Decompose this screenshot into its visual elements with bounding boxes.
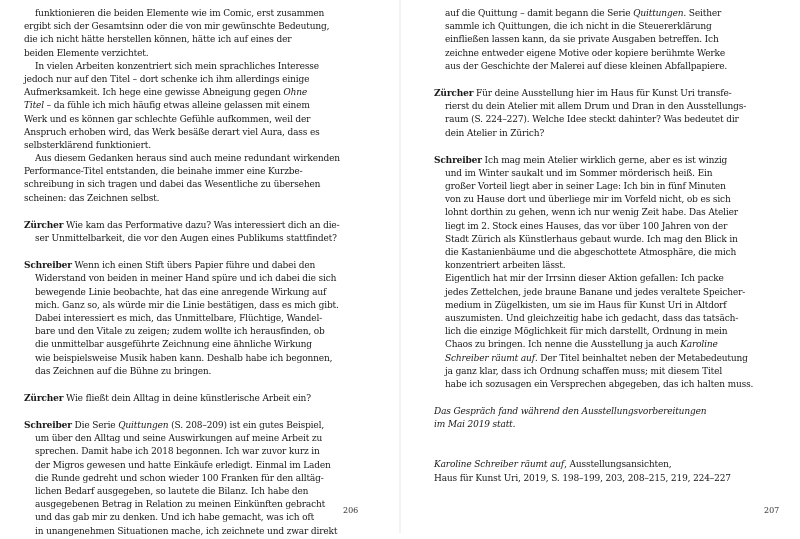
- text-line: das Zeichnen auf die Bühne zu bringen.: [35, 366, 212, 377]
- paragraph-gap: [434, 74, 753, 88]
- text-line: bare und den Vitale zu zeigen; zudem wollte ich herausfinden, ob: [35, 327, 325, 338]
- text-line: raum (S. 224–227). Welche Idee steckt dahinter? Was bedeutet dir: [445, 115, 739, 126]
- italic-title: Schreiber räumt auf: [445, 353, 535, 364]
- text-line: Performance-Titel entstanden, die beinahe immer eine Kurzbe-: [24, 167, 303, 178]
- text-line: ausgegebenen Betrag in Relation zu meinen Einkünften gebracht: [35, 500, 326, 511]
- text-line: aus der Geschichte der Malerei auf diese kleinen Abfallpapiere.: [445, 61, 728, 72]
- text-line: von zu Hause dort und überliege mir im Vorfeld nicht, ob es sich: [445, 195, 731, 206]
- text-line: bewegende Linie beobachte, hat das eine anregende Wirkung auf: [35, 287, 327, 298]
- text-line: selbsterklärend funktioniert.: [24, 140, 151, 151]
- paragraph-gap: [434, 432, 753, 446]
- text-line: schreibung in sich tragen und dabei das Wesentliche zu übersehen: [24, 180, 321, 191]
- text-line: wie beispielsweise Musik haben kann. Deshalb habe ich begonnen,: [35, 353, 333, 364]
- text-run: Ich mag mein Atelier wirklich gerne, aber es ist winzig: [481, 155, 728, 166]
- italic-title: Karoline Schreiber räumt auf: [434, 460, 565, 471]
- text-line: [434, 459, 753, 472]
- text-line: [24, 100, 340, 113]
- text-line: die Kastanienbäume und die abgeschottete Atmosphäre, die mich: [445, 248, 737, 258]
- text-line: Haus für Kunst Uri, 2019, S. 198–199, 203, 208–215, 219, 224–227: [434, 473, 731, 484]
- text-line: Stadt Zürich als Künstlerhaus gebaut wurde. Ich mag den Blick in: [445, 234, 738, 245]
- paragraph-gap: [434, 446, 753, 459]
- text-line: der Migros gewesen und hatte Einkäufe erledigt. Einmal im Laden: [35, 460, 331, 471]
- text-line: medium in Zügelkisten, um sie im Haus für Kunst Uri in Altdorf: [445, 300, 727, 311]
- text-run: Die Serie: [71, 421, 119, 432]
- text-line: rierst du dein Atelier mit allem Drum und Dran in den Ausstellungs-: [445, 102, 747, 113]
- text-line: und im Winter saukalt und im Sommer mörderisch heiß. Ein: [445, 168, 713, 179]
- italic-title: Quittungen: [633, 9, 684, 19]
- text-line: die Runde gedreht und schon wieder 100 Franken für den alltäg-: [35, 473, 324, 484]
- text-line: [24, 220, 340, 233]
- text-run: Aufmerksamkeit. Ich hege eine gewisse Abneigung gegen: [24, 88, 281, 99]
- text-run: . Der Titel beinhaltet neben der Metabedeutung: [534, 353, 748, 364]
- text-line: lich die einzige Möglichkeit für mich darstellt, Ordnung in mein: [445, 327, 728, 338]
- text-run: auf die Quittung – damit begann die Serie: [445, 9, 634, 19]
- text-line: [434, 353, 753, 366]
- text-line: Dabei interessiert es mich, das Unmittelbare, Flüchtige, Wandel-: [35, 313, 323, 324]
- paragraph-gap: [24, 206, 340, 220]
- text-line: in unangenehmen Situationen mache, ich zeichnete und zwar direkt: [35, 526, 338, 537]
- text-line: [24, 420, 340, 433]
- text-line: sprechen. Damit habe ich 2018 begonnen. Ich war zuvor kurz in: [35, 447, 320, 458]
- speaker-label: Zürcher: [24, 393, 64, 404]
- text-run: – da fühle ich mich häufig etwas alleine gelassen mit einem: [43, 101, 310, 112]
- text-line: jedes Zettelchen, jede braune Banane und jedes veraltete Speicher-: [445, 287, 746, 298]
- text-line: [434, 339, 753, 352]
- paragraph-gap: [434, 392, 753, 406]
- text-line: In vielen Arbeiten konzentriert sich mein sprachliches Interesse: [35, 61, 319, 72]
- right-text-column: [434, 8, 753, 486]
- text-line: [24, 87, 340, 100]
- page-number: 206: [343, 506, 359, 515]
- text-line: Anspruch erhoben wird, das Werk besäße derart viel Aura, dass es: [24, 127, 320, 138]
- text-line: [24, 393, 340, 406]
- text-line: beiden Elemente verzichtet.: [24, 48, 149, 59]
- italic-note: im Mai 2019 statt.: [434, 420, 516, 431]
- speaker-label: Zürcher: [24, 220, 64, 231]
- text-line: [434, 8, 753, 21]
- speaker-label: Schreiber: [24, 261, 72, 272]
- italic-title: Titel: [24, 101, 44, 112]
- text-line: zeichne entweder eigene Motive oder kopiere berühmte Werke: [445, 48, 726, 59]
- text-run: Wenn ich einen Stift übers Papier führe und dabei den: [71, 261, 316, 272]
- right-page: [400, 0, 800, 533]
- text-line: ergibt sich der Gesamtsinn oder die von mir gewünschte Bedeutung,: [24, 22, 330, 33]
- paragraph-gap: [24, 379, 340, 393]
- text-run: Wie fließt dein Alltag in deine künstlerische Arbeit ein?: [63, 393, 311, 404]
- italic-title: Quittungen: [118, 421, 169, 432]
- left-page: [0, 0, 400, 537]
- text-line: [434, 155, 753, 168]
- italic-title: Karoline: [680, 340, 718, 351]
- page-number: 207: [764, 506, 780, 515]
- paragraph-gap: [24, 406, 340, 420]
- text-line: Widerstand von beiden in meiner Hand spüre und ich dabei die sich: [35, 274, 337, 285]
- text-line: und das gab mir zu denken. Und ich habe gemacht, was ich oft: [35, 513, 315, 524]
- text-line: lichen Bedarf ausgegeben, so lautete die Bilanz. Ich habe den: [35, 487, 309, 497]
- text-line: Eigentlich hat mir der Irrsinn dieser Aktion gefallen: Ich packe: [445, 274, 724, 285]
- text-line: Aus diesem Gedanken heraus sind auch meine redundant wirkenden: [35, 154, 340, 165]
- paragraph-gap: [24, 246, 340, 260]
- text-line: Werk und es können gar schlechte Gefühle aufkommen, weil der: [24, 114, 311, 125]
- text-run: (S. 208–209) ist ein gutes Beispiel,: [168, 421, 325, 432]
- text-line: konzentriert arbeiten lässt.: [445, 261, 566, 272]
- text-line: [434, 406, 753, 419]
- text-line: sammle ich Quittungen, die ich nicht in die Steuererklärung: [445, 22, 712, 33]
- text-line: liegt im 2. Stock eines Hauses, das vor über 100 Jahren von der: [445, 221, 728, 232]
- text-line: um über den Alltag und seine Auswirkungen auf meine Arbeit zu: [35, 434, 323, 445]
- text-line: [434, 88, 753, 101]
- text-line: jedoch nur auf den Titel – dort schenke ich ihm allerdings einige: [24, 74, 310, 85]
- text-line: ser Unmittelbarkeit, die vor den Augen eines Publikums stattfindet?: [35, 234, 337, 244]
- text-run: Chaos zu bringen. Ich nenne die Ausstellung ja auch: [445, 340, 681, 351]
- text-line: die unmittelbar ausgeführte Zeichnung eine ähnliche Wirkung: [35, 340, 312, 351]
- speaker-label: Schreiber: [434, 155, 482, 166]
- text-line: funktionieren die beiden Elemente wie im Comic, erst zusammen: [35, 9, 325, 19]
- text-run: Für deine Ausstellung hier im Haus für Kunst Uri transfe-: [473, 88, 732, 99]
- text-line: großer Vorteil liegt aber in seiner Lage: Ich bin in fünf Minuten: [445, 182, 726, 193]
- text-run: Wie kam das Performative dazu? Was interessiert dich an die-: [63, 220, 340, 231]
- text-line: auszumisten. Und gleichzeitig habe ich gedacht, dass das tatsäch-: [445, 313, 739, 324]
- text-line: lohnt dorthin zu gehen, wenn ich nur wenig Zeit habe. Das Atelier: [445, 208, 738, 219]
- left-text-column: [24, 8, 340, 539]
- text-line: habe ich sozusagen ein Versprechen abgegeben, das ich halten muss.: [445, 379, 754, 390]
- text-run: , Ausstellungsansichten,: [564, 460, 672, 471]
- speaker-label: Zürcher: [434, 88, 474, 99]
- italic-title: Ohne: [283, 88, 308, 99]
- text-line: mich. Ganz so, als würde mir die Linie bestätigen, dass es mich gibt.: [35, 300, 339, 311]
- paragraph-gap: [434, 141, 753, 155]
- text-line: einfließen lassen kann, da sie private Ausgaben betreffen. Ich: [445, 35, 719, 46]
- text-line: dein Atelier in Zürich?: [445, 128, 545, 139]
- italic-note: Das Gespräch fand während den Ausstellungsvorbereitungen: [434, 407, 707, 418]
- text-line: [24, 260, 340, 273]
- text-run: . Seither: [683, 9, 722, 19]
- text-line: die ich nicht hätte herstellen können, hätte ich auf eines der: [24, 35, 292, 46]
- text-line: [434, 419, 753, 432]
- speaker-label: Schreiber: [24, 421, 72, 432]
- text-line: ja ganz klar, dass ich Ordnung schaffen muss; mit diesem Titel: [445, 366, 723, 377]
- text-line: scheinen: das Zeichnen selbst.: [24, 193, 160, 204]
